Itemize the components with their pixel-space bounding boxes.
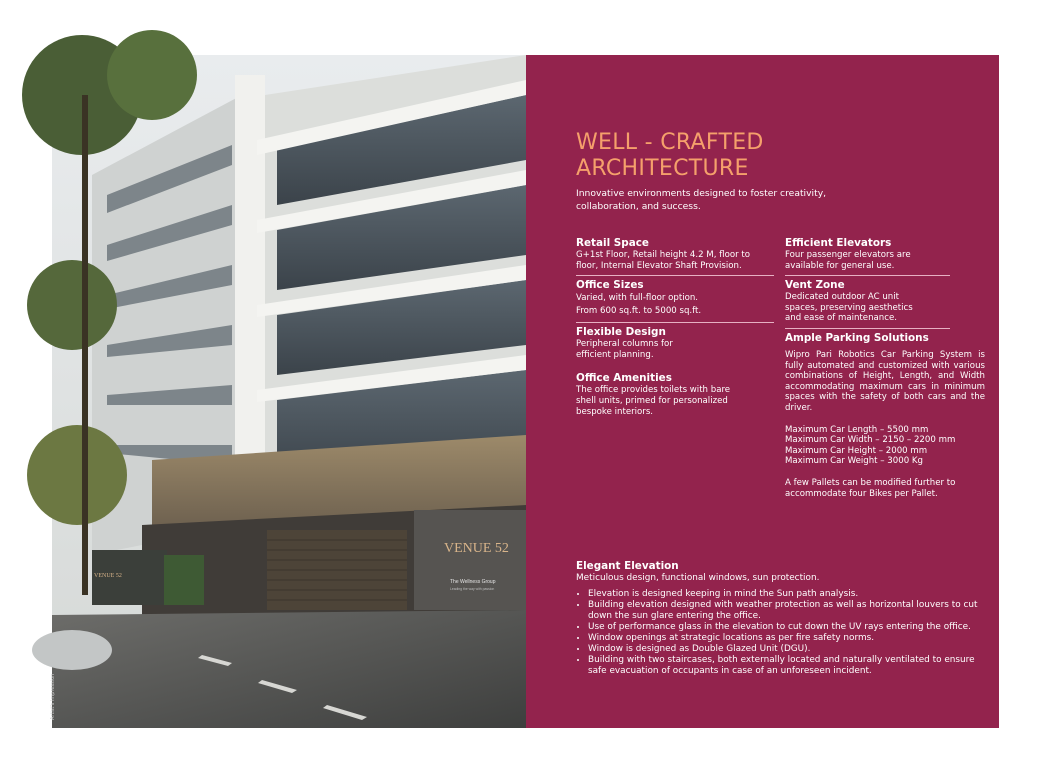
spec-line: Maximum Car Weight – 3000 Kg [785,456,923,467]
section-title: Ample Parking Solutions [785,331,929,344]
section-text: From 600 sq.ft. to 5000 sq.ft. [576,306,702,317]
section-retail-space [576,237,774,276]
title-line-2: ARCHITECTURE [576,156,749,181]
section-text: The office provides toilets with bare shell units, primed for personalized bespoke interiors. [576,385,731,417]
section-parking [785,332,985,503]
list-item: • Building with two staircases, both externally located and naturally ventilated to ensure safe evacuation of occupants in case of an unforeseen incident. [588,655,986,677]
section-efficient-elevators [785,237,950,276]
section-flexible-design [576,326,696,364]
intro-text: Innovative environments designed to foster creativity, collaboration, and success. [576,188,827,212]
section-elegant-elevation [576,560,986,677]
list-item: • Window openings at strategic locations as per fire safety norms. [588,633,986,644]
list-item: • Use of performance glass in the elevation to cut down the UV rays entering the office. [588,622,986,633]
left-column [576,237,774,421]
section-office-sizes [576,279,774,323]
building-photo [52,55,526,728]
list-item: • Elevation is designed keeping in mind the Sun path analysis. [588,589,986,600]
venue-sign-tagline: Leading the way with passion [450,587,495,591]
page-title [576,130,764,182]
list-item: • Building elevation designed with weather protection as well as horizontal louvers to cut down the sun glare entering the office. [588,600,986,622]
section-title: Efficient Elevators [785,237,892,249]
section-text: Four passenger elevators are available for general use. [785,250,911,271]
spec-line: Maximum Car Width – 2150 – 2200 mm [785,435,956,446]
section-title: Office Amenities [576,372,672,385]
section-vent-zone [785,279,950,329]
right-column [785,237,985,503]
section-title: Elegant Elevation [576,560,679,572]
venue-sign: VENUE 52 [444,541,509,556]
section-title: Office Sizes [576,279,644,292]
venue-sign-company: The Wellness Group [450,579,496,585]
bullet-list [576,589,986,677]
list-item: • Window is designed as Double Glazed Unit (DGU). [588,644,986,655]
building-illustration [52,55,526,728]
section-text: Peripheral columns for efficient planning. [576,339,673,360]
section-text: Wipro Pari Robotics Car Parking System is fully automated and customized with various combinations of Height, Length, and Width accommodating maximum cars in minimum spaces with the safety of both cars and the driver. [785,349,985,413]
section-text: Varied, with full-floor option. [576,293,699,304]
section-office-amenities [576,364,748,421]
section-title: Retail Space [576,237,649,249]
spec-line: Maximum Car Length – 5500 mm [785,424,929,435]
section-title: Flexible Design [576,326,666,339]
section-text: G+1st Floor, Retail height 4.2 M, floor to floor, Internal Elevator Shaft Provision. [576,250,750,271]
kiosk-sign: VENUE 52 [94,573,122,579]
section-text: Dedicated outdoor AC unit spaces, preserving aesthetics and ease of maintenance. [785,292,913,324]
content-panel [526,55,999,728]
section-subtitle: Meticulous design, functional windows, sun protection. [576,572,820,583]
title-line-1: WELL - CRAFTED [576,130,764,155]
section-title: Vent Zone [785,279,845,292]
photo-caption: Artist's Impression [50,673,56,720]
spec-line: Maximum Car Height – 2000 mm [785,445,928,456]
section-note: A few Pallets can be modified further to accommodate four Bikes per Pallet. [785,477,956,499]
